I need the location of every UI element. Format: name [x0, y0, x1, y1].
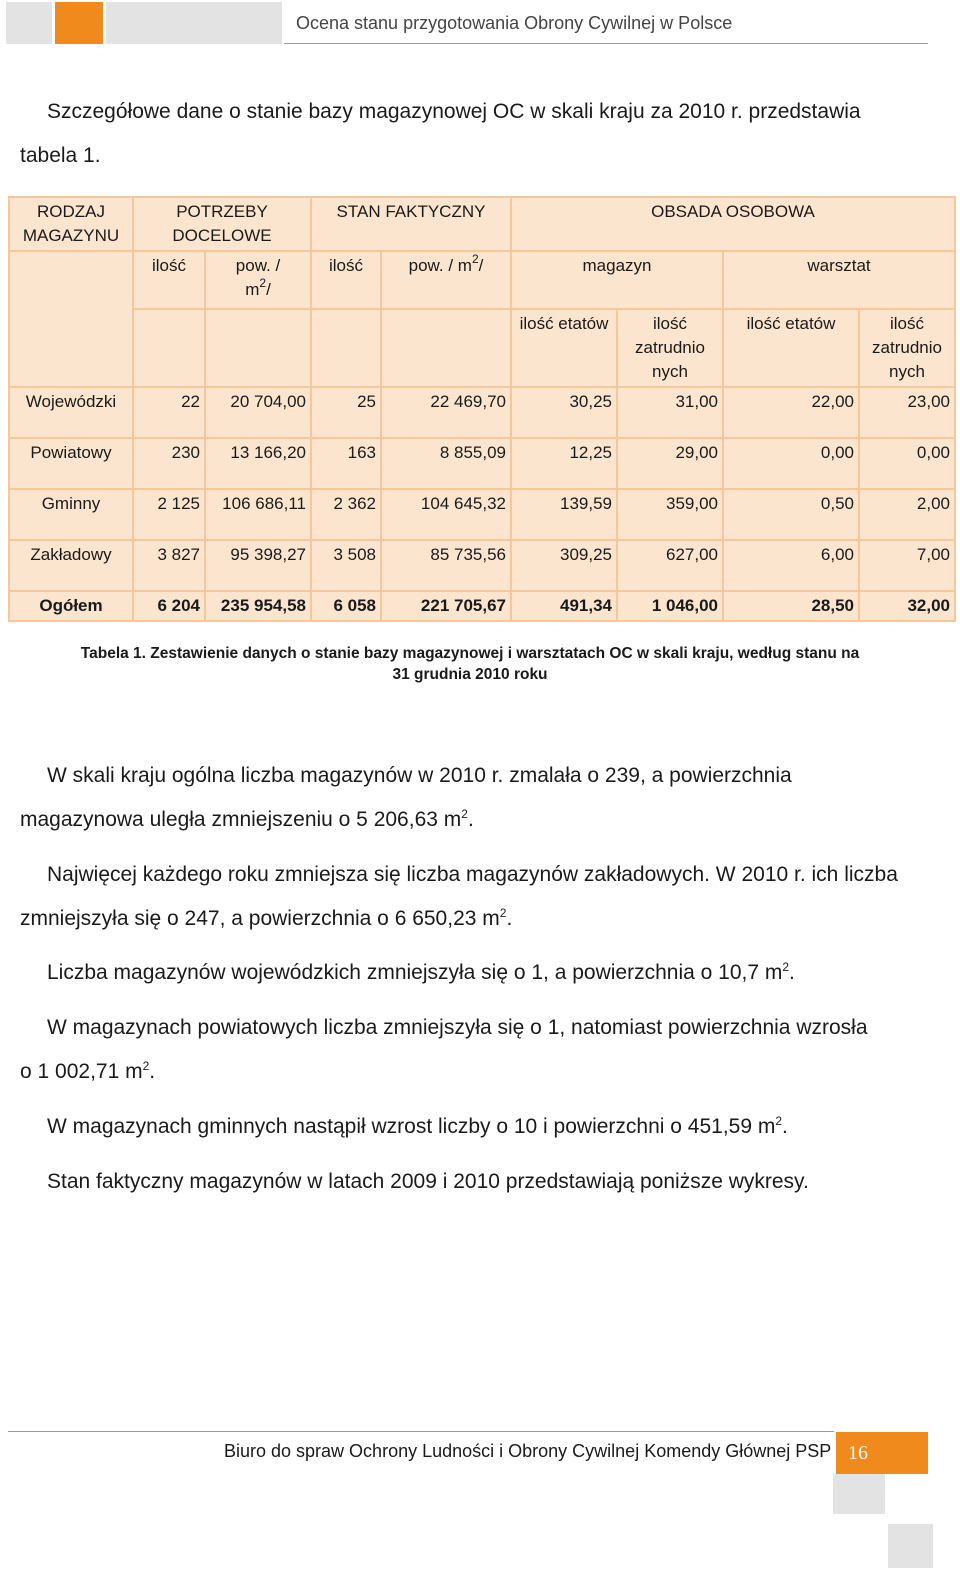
paragraph-4: W magazynach powiatowych liczba zmniejszyła się o 1, natomiast powierzchnia wzrosła o 1 002,71 $m^2$. [20, 1016, 868, 1083]
cell: 1 046,00 [617, 591, 723, 621]
col-header-magazyn-etaty: ilość etatów [511, 309, 617, 387]
cell: 32,00 [859, 591, 955, 621]
footer-decor-gray-corner [888, 1524, 933, 1568]
row-label: Gminny [9, 489, 133, 540]
paragraph-1: W skali kraju ogólna liczba magazynów w 2010 r. zmalała o 239, a powierzchnia magazynowa uległa zmniejszeniu o 5 206,63 $m^2$. [20, 764, 792, 831]
col-header-ilosc-stan: ilość [311, 251, 381, 309]
cell: 627,00 [617, 540, 723, 591]
header-empty-cell [133, 309, 205, 387]
header-decor-orange [55, 2, 103, 44]
cell: 2 125 [133, 489, 205, 540]
cell: 2,00 [859, 489, 955, 540]
row-label: Ogółem [9, 591, 133, 621]
intro-line-2: tabela 1. [20, 144, 101, 167]
cell: 163 [311, 438, 381, 489]
paragraph-4-line-1: W magazynach powiatowych liczba zmniejszyła się o 1, natomiast powierzchnia wzrosła [47, 1016, 868, 1039]
cell: 12,25 [511, 438, 617, 489]
superscript: 2 [142, 1059, 150, 1073]
warehouse-table [8, 196, 956, 622]
cell: 85 735,56 [381, 540, 511, 591]
col-header-stan: STAN FAKTYCZNY [311, 197, 511, 251]
cell: 106 686,11 [205, 489, 311, 540]
paragraph-4-line-2: o 1 002,71 m [20, 1060, 143, 1083]
header-decor-gray [6, 2, 52, 44]
cell: 95 398,27 [205, 540, 311, 591]
page-number: 16 [836, 1432, 928, 1474]
cell: 139,59 [511, 489, 617, 540]
superscript: 2 [782, 960, 790, 974]
cell: 359,00 [617, 489, 723, 540]
paragraph-2: Najwięcej każdego roku zmniejsza się liczba magazynów zakładowych. W 2010 r. ich liczba zmniejszyła się o 247, a powierzchnia o 6 650,23 $m^2$. [20, 863, 898, 930]
table-header-row-2 [9, 251, 955, 309]
cell: 8 855,09 [381, 438, 511, 489]
cell: 309,25 [511, 540, 617, 591]
intro-paragraph [20, 90, 915, 178]
pow-slash: / [266, 280, 271, 299]
pow2-label: pow. / m [408, 256, 472, 275]
cell: 7,00 [859, 540, 955, 591]
cell: 23,00 [859, 387, 955, 438]
superscript: 2 [461, 807, 468, 821]
cell: 30,25 [511, 387, 617, 438]
cell: 0,00 [723, 438, 859, 489]
superscript: 2 [499, 906, 507, 920]
col-header-ilosc-potrzeby: ilość [133, 251, 205, 309]
row-label: Wojewódzki [9, 387, 133, 438]
col-header-pow-potrzeby [205, 251, 311, 309]
pow-label: pow. / [235, 256, 281, 275]
col-header-rodzaj: RODZAJ MAGAZYNU [9, 197, 133, 251]
col-header-warsztat-zatrudnionych: ilość zatrudnio nych [859, 309, 955, 387]
table-row [9, 489, 955, 540]
table-row [9, 438, 955, 489]
pow-sup: 2 [259, 276, 267, 290]
paragraph-2-line-1: Najwięcej każdego roku zmniejsza się liczba magazynów zakładowych. W 2010 r. ich liczba [47, 863, 898, 886]
paragraph-5-text: W magazynach gminnych nastąpił wzrost liczby o 10 i powierzchni o 451,59 m [47, 1115, 776, 1138]
table-header-row-3 [9, 309, 955, 387]
cell: 22 [133, 387, 205, 438]
cell: 3 827 [133, 540, 205, 591]
cell: 28,50 [723, 591, 859, 621]
row-label: Powiatowy [9, 438, 133, 489]
paragraph-3: Liczba magazynów wojewódzkich zmniejszyła się o 1, a powierzchnia o 10,7 $m^2$. [47, 960, 795, 984]
col-header-warsztat: warsztat [723, 251, 955, 309]
footer-decor-gray [833, 1474, 885, 1514]
footer-text: Biuro do spraw Ochrony Ludności i Obrony Cywilnej Komendy Głównej PSP [224, 1441, 832, 1461]
cell: 22,00 [723, 387, 859, 438]
header-empty-cell [311, 309, 381, 387]
header-empty-cell [381, 309, 511, 387]
header-empty-cell [9, 251, 133, 387]
col-header-magazyn: magazyn [511, 251, 723, 309]
cell: 20 704,00 [205, 387, 311, 438]
footer-divider [8, 1431, 834, 1432]
superscript: 2 [775, 1114, 783, 1128]
header-title: Ocena stanu przygotowania Obrony Cywilnej w Polsce [296, 13, 733, 33]
cell: 491,34 [511, 591, 617, 621]
col-header-pow-stan [381, 251, 511, 309]
paragraph-1-line-1: W skali kraju ogólna liczba magazynów w 2010 r. zmalała o 239, a powierzchnia [47, 764, 792, 787]
pow2-slash: / [478, 256, 484, 275]
table-caption: Tabela 1. Zestawienie danych o stanie bazy magazynowej i warsztatach OC w skali kraju, według stanu na 31 grudnia 2010 roku [80, 645, 860, 683]
col-header-potrzeby: POTRZEBY DOCELOWE [133, 197, 311, 251]
col-header-magazyn-zatrudnionych: ilość zatrudnio nych [617, 309, 723, 387]
cell: 13 166,20 [205, 438, 311, 489]
cell: 25 [311, 387, 381, 438]
cell: 2 362 [311, 489, 381, 540]
intro-line-1: Szczegółowe dane o stanie bazy magazynowej OC w skali kraju za 2010 r. przedstawia [47, 100, 861, 123]
row-label: Zakładowy [9, 540, 133, 591]
cell: 6 204 [133, 591, 205, 621]
cell: 230 [133, 438, 205, 489]
paragraph-5: W magazynach gminnych nastąpił wzrost liczby o 10 i powierzchni o 451,59 $m^2$. [47, 1114, 788, 1138]
col-header-obsada: OBSADA OSOBOWA [511, 197, 955, 251]
header-decor-gray-wide [106, 2, 282, 44]
cell: 104 645,32 [381, 489, 511, 540]
paragraph-1-line-2: magazynowa uległa zmniejszeniu o 5 206,63 m [20, 808, 462, 831]
cell: 31,00 [617, 387, 723, 438]
header-empty-cell [205, 309, 311, 387]
pow-unit: m [245, 280, 260, 299]
table-row [9, 540, 955, 591]
cell: 235 954,58 [205, 591, 311, 621]
cell: 6 058 [311, 591, 381, 621]
cell: 0,00 [859, 438, 955, 489]
paragraph-6 [20, 1160, 915, 1204]
paragraph-3-text: Liczba magazynów wojewódzkich zmniejszyła się o 1, a powierzchnia o 10,7 m [47, 961, 783, 984]
header-divider [284, 43, 928, 44]
table-header-row-1 [9, 197, 955, 251]
table-row [9, 387, 955, 438]
cell: 0,50 [723, 489, 859, 540]
table-total-row [9, 591, 955, 621]
cell: 22 469,70 [381, 387, 511, 438]
cell: 29,00 [617, 438, 723, 489]
cell: 3 508 [311, 540, 381, 591]
pow2-sup: 2 [471, 252, 479, 266]
col-header-warsztat-etaty: ilość etatów [723, 309, 859, 387]
cell: 6,00 [723, 540, 859, 591]
cell: 221 705,67 [381, 591, 511, 621]
paragraph-2-line-2: zmniejszyła się o 247, a powierzchnia o 6 650,23 m [20, 907, 500, 930]
paragraph-6-text: Stan faktyczny magazynów w latach 2009 i 2010 przedstawiają poniższe wykresy. [47, 1170, 809, 1193]
